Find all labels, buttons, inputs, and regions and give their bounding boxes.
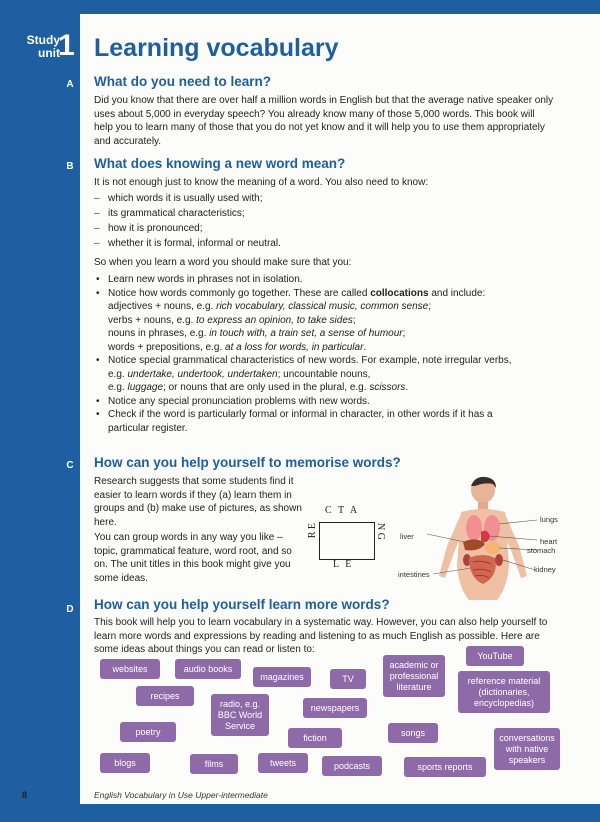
section-c-paragraph-1: Research suggests that some students find it easier to learn words if they (a) learn them in groups and (b) make use of pictures, as shown here. bbox=[94, 476, 302, 528]
label-intestines: intestines bbox=[398, 570, 430, 579]
section-c-paragraph-2: You can group words in any way you like – topic, grammatical feature, word root, and so on. The unit titles in this book might give you some ideas. bbox=[94, 532, 292, 584]
page-number: 8 bbox=[22, 790, 28, 800]
label-liver: liver bbox=[400, 532, 414, 541]
label-kidney: kidney bbox=[534, 565, 556, 574]
collocation-line: verbs + nouns, e.g. to express an opinion, to take sides; bbox=[108, 314, 356, 326]
section-d-badge: D bbox=[60, 602, 80, 618]
source-tag: fiction bbox=[288, 728, 342, 748]
section-b-rule bbox=[16, 150, 80, 153]
source-tag: websites bbox=[100, 659, 160, 679]
source-tag: recipes bbox=[136, 686, 194, 706]
list-item: – how it is pronounced; bbox=[94, 221, 494, 236]
list-item: – whether it is formal, informal or neutral. bbox=[94, 236, 494, 251]
collocations-term: collocations bbox=[370, 287, 429, 299]
diagram-box bbox=[319, 522, 375, 560]
study-label: Study bbox=[26, 33, 60, 47]
section-d-heading: How can you help yourself learn more words? bbox=[94, 597, 390, 612]
source-tag: TV bbox=[330, 669, 366, 689]
section-a-paragraph: Did you know that there are over half a million words in English but that the average native speaker only uses about 5,000 in everyday speech? You already know many of those 5,000 words. This book will help you to learn many of those that you do not yet know and it will help you to use them appropriately and accurately. bbox=[94, 95, 554, 147]
list-item: – its grammatical characteristics; bbox=[94, 206, 494, 221]
diagram-left-letters: R E bbox=[307, 523, 318, 539]
source-tag: YouTube bbox=[466, 646, 524, 666]
source-tag: sports reports bbox=[404, 757, 486, 777]
source-tag: radio, e.g. BBC World Service bbox=[211, 694, 269, 736]
diagram-top-letters: C T A bbox=[325, 505, 360, 516]
section-b-intro: It is not enough just to know the meaning of a word. You also need to know: bbox=[94, 177, 429, 188]
source-tag: audio books bbox=[175, 659, 241, 679]
section-d-paragraph: This book will help you to learn vocabulary in a systematic way. However, you can also help yourself to learn more words and expressions by reading and listening to as much English as possible. Here are some ideas about things you can read or listen to: bbox=[94, 617, 548, 655]
source-tag: academic or professional literature bbox=[383, 655, 445, 697]
word-group-diagram bbox=[305, 505, 395, 575]
list-item: – which words it is usually used with; bbox=[94, 191, 494, 206]
section-c-badge: C bbox=[60, 458, 80, 474]
list-item: • Notice special grammatical characteristics of new words. For example, note irregular verbs, e.g. undertake, undertook, undertaken; uncountable nouns, e.g. luggage; or nouns that are only used in the plural, e.g. scissors. bbox=[94, 354, 534, 395]
unit-sidebar bbox=[16, 14, 80, 804]
source-tag: songs bbox=[388, 723, 438, 743]
unit-label: unit bbox=[38, 46, 60, 60]
section-b-so-when: So when you learn a word you should make sure that you: bbox=[94, 257, 352, 268]
section-b-bullet-list bbox=[94, 273, 534, 435]
section-d-rule bbox=[16, 598, 80, 601]
list-item: • Check if the word is particularly formal or informal in character, in other words if it has a particular register. bbox=[94, 408, 534, 435]
collocation-line: words + prepositions, e.g. at a loss for words, in particular. bbox=[108, 341, 367, 353]
section-c-rule bbox=[16, 449, 80, 452]
source-tag: magazines bbox=[253, 667, 311, 687]
label-lungs: lungs bbox=[540, 515, 558, 524]
source-tag: films bbox=[190, 754, 238, 774]
collocation-line: nouns in phrases, e.g. in touch with, a train set, a sense of humour; bbox=[108, 328, 406, 339]
section-a-badge: A bbox=[60, 77, 80, 93]
book-title-footer: English Vocabulary in Use Upper-intermediate bbox=[94, 790, 268, 800]
unit-number: 1 bbox=[58, 29, 75, 62]
section-a-heading: What do you need to learn? bbox=[94, 74, 272, 89]
source-tag: podcasts bbox=[322, 756, 382, 776]
list-item: • Learn new words in phrases not in isolation. bbox=[94, 273, 534, 287]
list-item: • Notice any special pronunciation problems with new words. bbox=[94, 395, 534, 409]
source-tag: newspapers bbox=[303, 698, 367, 718]
diagram-right-letters: N G bbox=[375, 523, 386, 540]
diagram-bottom-letters: L E bbox=[333, 559, 354, 570]
section-b-badge: B bbox=[60, 159, 80, 175]
section-b-dash-list bbox=[94, 191, 494, 251]
source-tag: conversations with native speakers bbox=[494, 728, 560, 770]
source-tag: tweets bbox=[258, 753, 308, 773]
label-stomach: stomach bbox=[527, 546, 556, 555]
section-b-heading: What does knowing a new word mean? bbox=[94, 156, 346, 171]
source-tag: reference material (dictionaries, encyclopedias) bbox=[458, 671, 550, 713]
study-unit-label bbox=[18, 34, 60, 60]
source-tag: poetry bbox=[120, 722, 176, 742]
page-title: Learning vocabulary bbox=[94, 34, 339, 62]
label-heart: heart bbox=[540, 537, 558, 546]
list-item: • Notice how words commonly go together. These are called collocations and include: adjectives + nouns, e.g. rich vocabulary, classical music, common sense; verbs + nouns, e.g. to express an opinion, to take sides; nouns in phrases, e.g. in touch with, a train set, a sense of humour; words + prepositions, e.g. at a loss for words, in particular. bbox=[94, 287, 534, 355]
collocation-line: adjectives + nouns, e.g. rich vocabulary, classical music, common sense; bbox=[108, 301, 432, 312]
section-c-heading: How can you help yourself to memorise words? bbox=[94, 455, 401, 470]
source-tag: blogs bbox=[100, 753, 150, 773]
